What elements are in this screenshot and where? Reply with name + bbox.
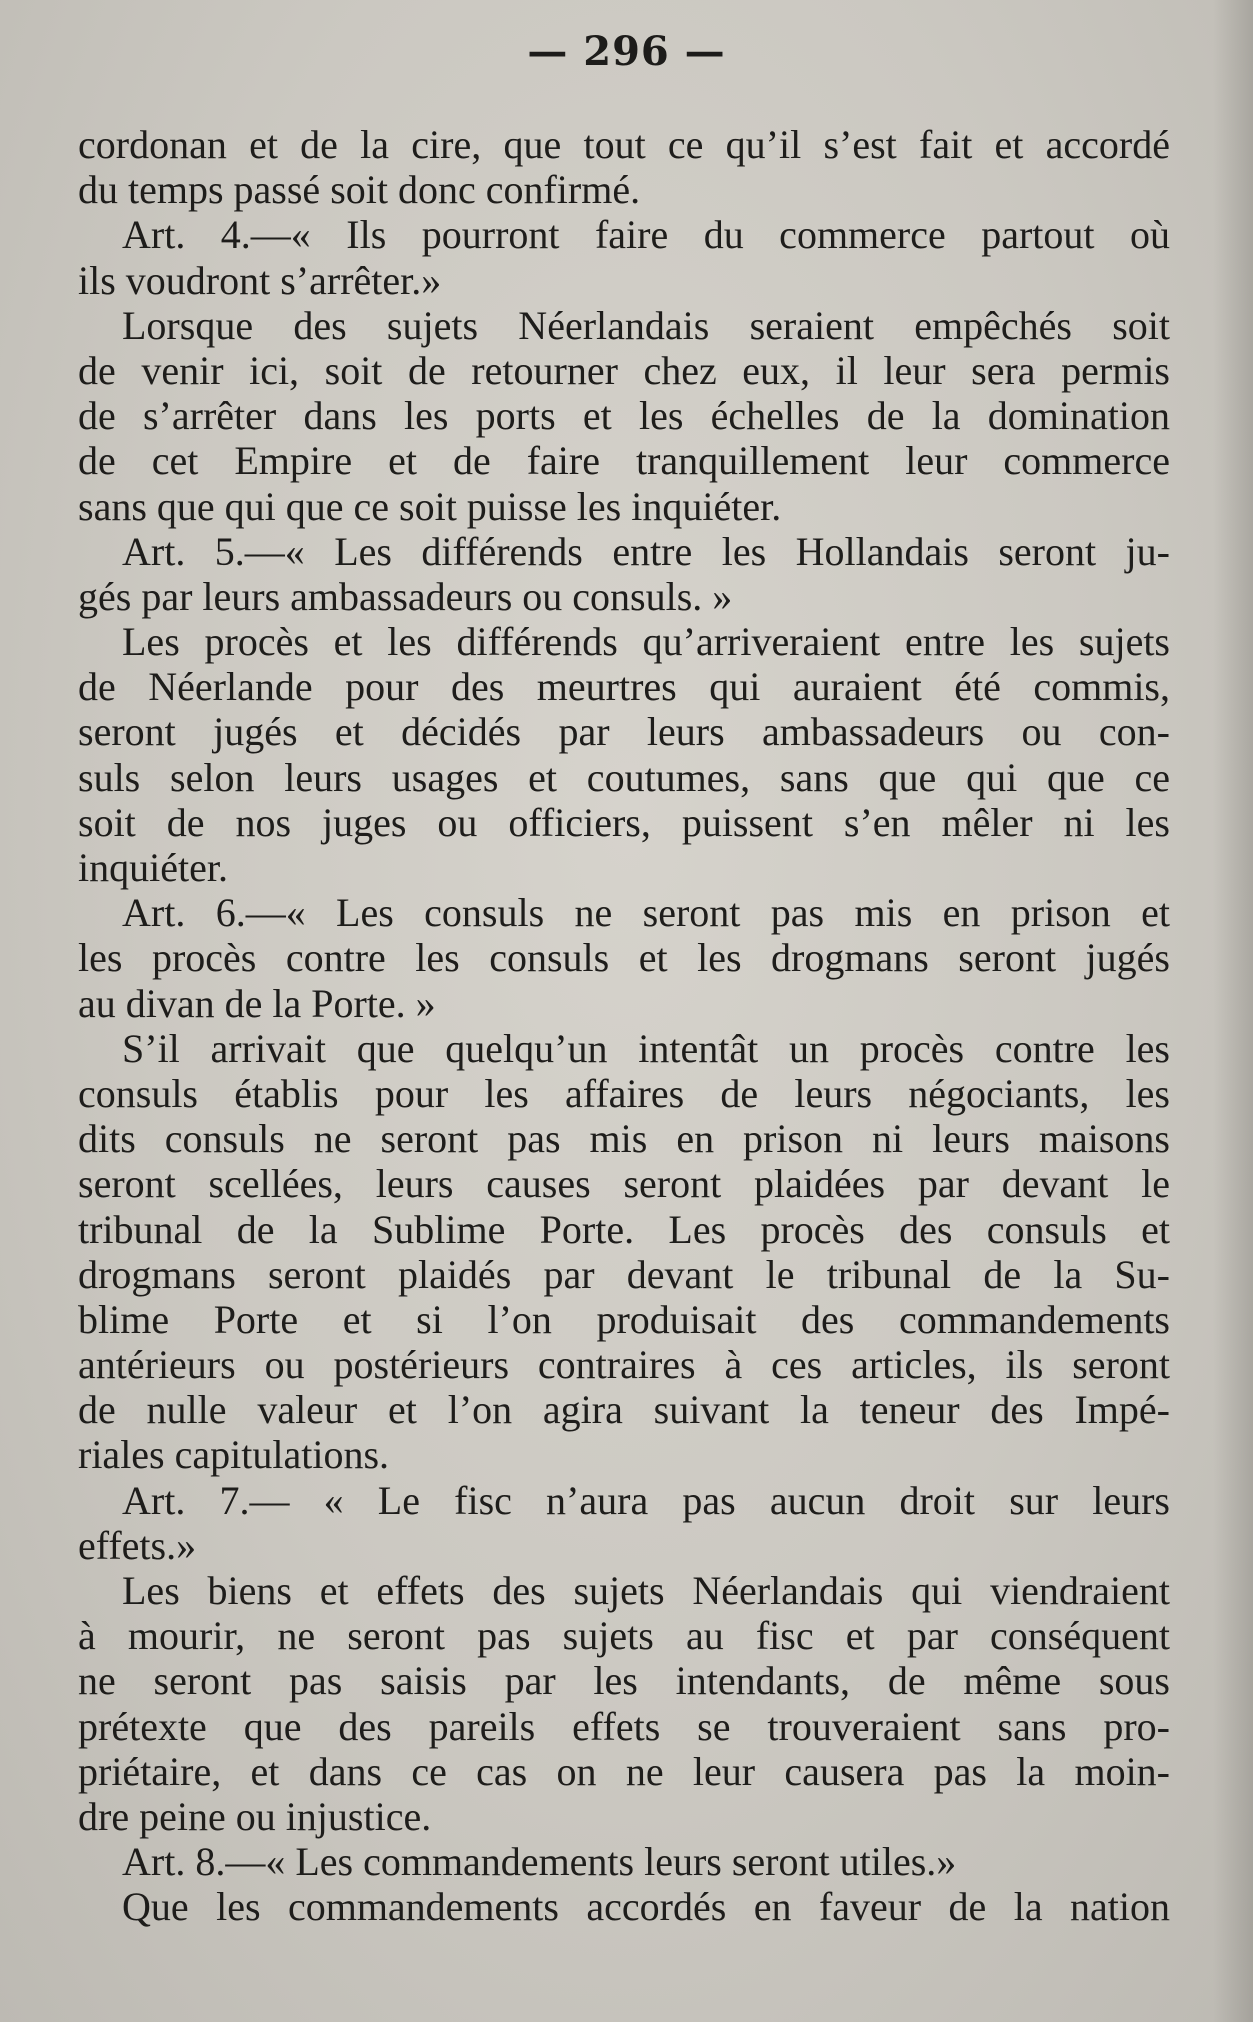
text-line: à mourir, ne seront pas sujets au fisc et par conséquent [78,1613,1170,1659]
text-line: Art. 7.— « Le fisc n’aura pas aucun droit sur leurs [122,1477,1170,1523]
text-line: de Néerlande pour des meurtres qui auraient été commis, [78,664,1170,710]
text-line: ils voudront s’arrêter.» [78,257,442,303]
text-line: de nulle valeur et l’on agira suivant la teneur des Impé- [78,1387,1170,1433]
text-line: S’il arrivait que quelqu’un intentât un procès contre les [122,1025,1170,1071]
text-line: du temps passé soit donc confirmé. [78,167,641,213]
text-line: de s’arrêter dans les ports et les échelles de la domination [78,393,1170,439]
text-line: Art. 6.—« Les consuls ne seront pas mis en prison et [122,890,1170,936]
text-line: riales capitulations. [78,1432,390,1478]
page-edge-shadow [1213,0,1253,2022]
text-line: effets.» [78,1522,197,1568]
text-line: drogmans seront plaidés par devant le tribunal de la Su- [78,1251,1170,1297]
text-line: cordonan et de la cire, que tout ce qu’il s’est fait et accordé [78,122,1170,167]
text-line: ne seront pas saisis par les intendants, de même sous [78,1658,1170,1704]
text-line: Les biens et effets des sujets Néerlandais qui viendraient [122,1568,1170,1613]
text-line: Art. 8.—« Les commandements leurs seront utiles.» [122,1839,957,1885]
text-line: dits consuls ne seront pas mis en prison ni leurs maisons [78,1116,1170,1162]
text-line: soit de nos juges ou officiers, puissent s’en mêler ni les [78,799,1170,845]
text-line: Art. 5.—« Les différends entre les Hollandais seront ju- [122,528,1170,574]
text-line: seront scellées, leurs causes seront plaidées par devant le [78,1161,1170,1207]
page-number: — 296 — [527,28,726,75]
text-line: prétexte que des pareils effets se trouveraient sans pro- [78,1703,1170,1749]
text-line: antérieurs ou postérieurs contraires à ces articles, ils seront [78,1342,1170,1388]
body-text [78,122,1170,1930]
text-line: seront jugés et décidés par leurs ambassadeurs ou con- [78,709,1170,755]
text-line: gés par leurs ambassadeurs ou consuls. » [78,573,733,619]
text-line: tribunal de la Sublime Porte. Les procès des consuls et [78,1206,1170,1252]
text-line: suls selon leurs usages et coutumes, sans que qui que ce [78,754,1170,800]
text-line: au divan de la Porte. » [78,980,436,1026]
text-line: dre peine ou injustice. [78,1793,432,1839]
text-line: priétaire, et dans ce cas on ne leur causera pas la moin- [78,1748,1170,1794]
text-line: blime Porte et si l’on produisait des commandements [78,1296,1170,1342]
text-line: de cet Empire et de faire tranquillement leur commerce [78,438,1170,484]
text-line: les procès contre les consuls et les drogmans seront jugés [78,935,1170,981]
text-line: Lorsque des sujets Néerlandais seraient empêchés soit [122,302,1170,348]
text-line: de venir ici, soit de retourner chez eux, il leur sera permis [78,347,1170,393]
text-line: consuls établis pour les affaires de leurs négociants, les [78,1070,1170,1116]
text-line: Que les commandements accordés en faveur de la nation [122,1884,1170,1930]
text-line: sans que qui que ce soit puisse les inquiéter. [78,483,782,529]
text-line: Les procès et les différends qu’arriveraient entre les sujets [122,619,1170,665]
text-line: inquiéter. [78,845,228,890]
text-line: Art. 4.—« Ils pourront faire du commerce partout où [122,212,1170,258]
